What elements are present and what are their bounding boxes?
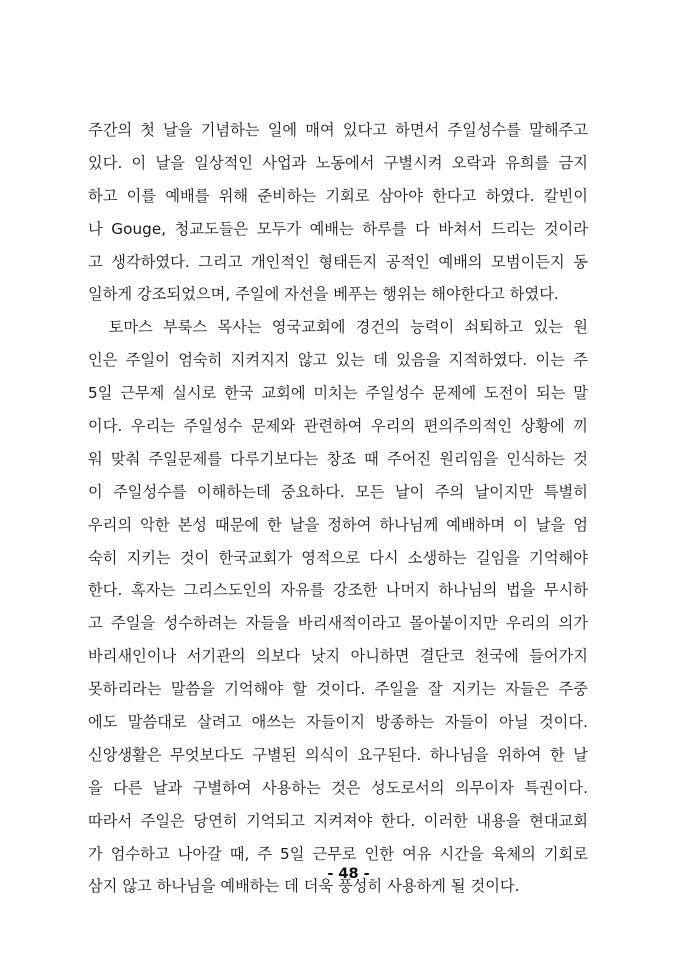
text-line: 토마스 부룩스 목사는 영국교회에 경건의 능력이 쇠퇴하고 있는 원 bbox=[88, 318, 588, 337]
text-line: 따라서 주일은 당연히 기억되고 지켜져야 한다. 이러한 내용을 현대교회 bbox=[88, 811, 588, 830]
text-line: 이 주일성수를 이해하는데 중요하다. 모든 날이 주의 날이지만 특별히 bbox=[88, 482, 588, 501]
text-line: 에도 말씀대로 살려고 애쓰는 자들이지 방종하는 자들이 아닐 것이다. bbox=[88, 713, 588, 732]
text-line: 을 다른 날과 구별하여 사용하는 것은 성도로서의 의무이자 특권이다. bbox=[88, 778, 588, 797]
text-line: 고 주일을 성수하려는 자들을 바리새적이라고 몰아붙이지만 우리의 의가 bbox=[88, 614, 588, 633]
text-line: 일하게 강조되었으며, 주일에 자선을 베푸는 행위는 해야한다고 하였다. bbox=[88, 285, 559, 304]
text-line: 이다. 우리는 주일성수 문제와 관련하여 우리의 편의주의적인 상황에 끼 bbox=[88, 417, 588, 436]
text-line: 가 엄수하고 나아갈 때, 주 5일 근무로 인한 여유 시간을 육체의 기회로 bbox=[88, 844, 588, 863]
body-text bbox=[88, 114, 588, 903]
text-line: 있다. 이 날을 일상적인 사업과 노동에서 구별시켜 오락과 유희를 금지 bbox=[88, 153, 588, 172]
text-line: 우리의 악한 본성 때문에 한 날을 정하여 하나님께 예배하며 이 날을 엄 bbox=[88, 515, 588, 534]
text-line: 바리새인이나 서기관의 의보다 낫지 아니하면 결단코 천국에 들어가지 bbox=[88, 647, 588, 666]
text-line: 삼지 않고 하나님을 예배하는 데 더욱 풍성히 사용하게 될 것이다. bbox=[88, 877, 520, 896]
text-line: 못하리라는 말씀을 기억해야 할 것이다. 주일을 잘 지키는 자들은 주중 bbox=[88, 680, 588, 699]
page-number: - 48 - bbox=[327, 866, 370, 882]
text-line: 5일 근무제 실시로 한국 교회에 미치는 주일성수 문제에 도전이 되는 말 bbox=[88, 384, 588, 403]
text-line: 주간의 첫 날을 기념하는 일에 매여 있다고 하면서 주일성수를 말해주고 bbox=[88, 121, 588, 139]
text-line: 신앙생활은 무엇보다도 구별된 의식이 요구된다. 하나님을 위하여 한 날 bbox=[88, 745, 588, 764]
text-line: 인은 주일이 엄숙히 지켜지지 않고 있는 데 있음을 지적하였다. 이는 주 bbox=[88, 351, 588, 370]
text-line: 하고 이를 예배를 위해 준비하는 기회로 삼아야 한다고 하였다. 칼빈이 bbox=[88, 186, 588, 205]
text-line: 고 생각하였다. 그리고 개인적인 형태든지 공적인 예배의 모범이든지 동 bbox=[88, 252, 588, 271]
text-line: 한다. 혹자는 그리스도인의 자유를 강조한 나머지 하나님의 법을 무시하 bbox=[88, 581, 588, 600]
text-line: 나 Gouge, 청교도들은 모두가 예배는 하루를 다 바쳐서 드리는 것이라 bbox=[88, 219, 588, 238]
text-line: 숙히 지키는 것이 한국교회가 영적으로 다시 소생하는 길임을 기억해야 bbox=[88, 548, 588, 567]
text-line: 워 맞춰 주일문제를 다루기보다는 창조 때 주어진 원리임을 인식하는 것 bbox=[88, 449, 588, 468]
